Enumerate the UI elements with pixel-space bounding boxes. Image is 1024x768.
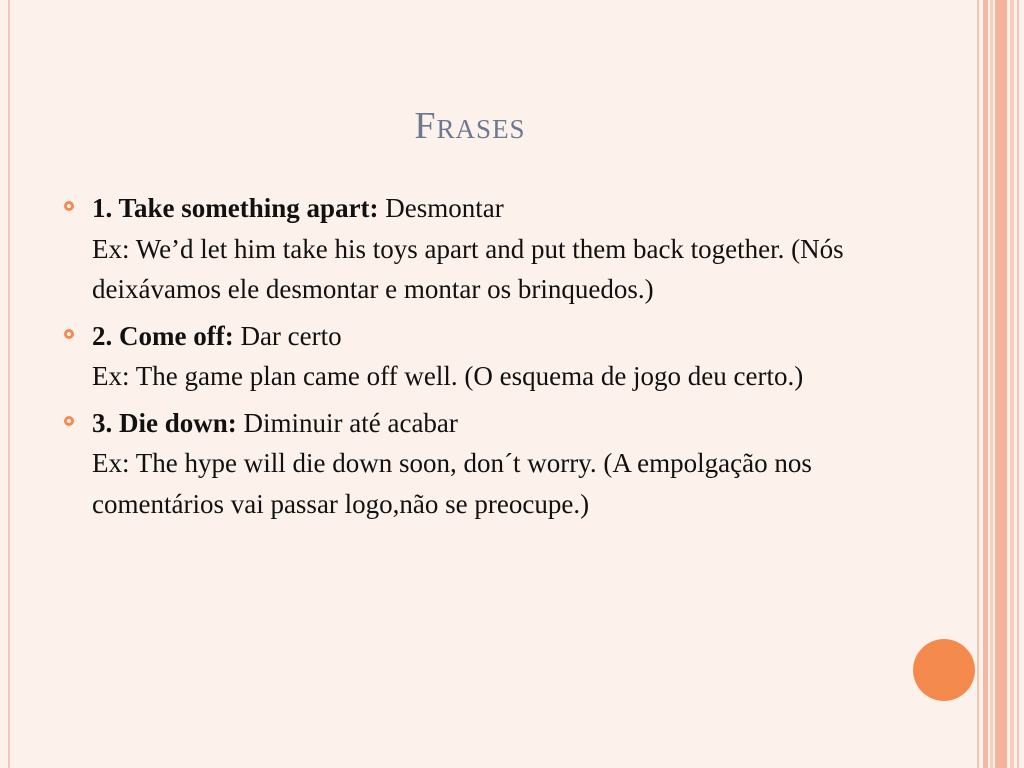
frame-line-right — [983, 0, 988, 768]
bullet-term: 3. Die down: — [92, 407, 237, 438]
slide-title: Frases — [414, 105, 526, 147]
bullet-circle-icon — [64, 416, 74, 426]
frame-line-right — [990, 0, 993, 768]
frame-line-right — [995, 0, 1007, 768]
frame-line-right — [1017, 0, 1019, 768]
bullet-heading — [92, 316, 882, 357]
frame-line-right — [1010, 0, 1014, 768]
decorative-circle — [913, 639, 975, 701]
bullet-heading — [92, 403, 882, 444]
bullet-term: 1. Take something apart: — [92, 193, 379, 223]
bullet-example: Ex: The game plan came off well. (O esquema de jogo deu certo.) — [92, 361, 804, 391]
bullet-circle-icon — [64, 201, 74, 211]
bullet-item — [62, 403, 882, 525]
frame-line-right — [977, 0, 979, 768]
bullet-example: Ex: We’d let him take his toys apart and put them back together. (Nós deixávamos ele desmontar e montar os brinquedos.) — [92, 233, 844, 304]
bullet-meaning: Desmontar — [385, 193, 504, 223]
bullet-term: 2. Come off: — [92, 320, 234, 351]
bullet-example: Ex: The hype will die down soon, don´t worry. (A empolgação nos comentários vai passar logo,não se preocupe.) — [92, 448, 812, 519]
bullet-list — [62, 188, 882, 530]
bullet-meaning: Diminuir até acabar — [243, 407, 458, 438]
bullet-meaning: Dar certo — [240, 320, 342, 351]
bullet-item — [62, 316, 882, 397]
bullet-circle-icon — [64, 329, 74, 339]
bullet-item — [62, 188, 882, 310]
bullet-heading — [92, 188, 882, 229]
